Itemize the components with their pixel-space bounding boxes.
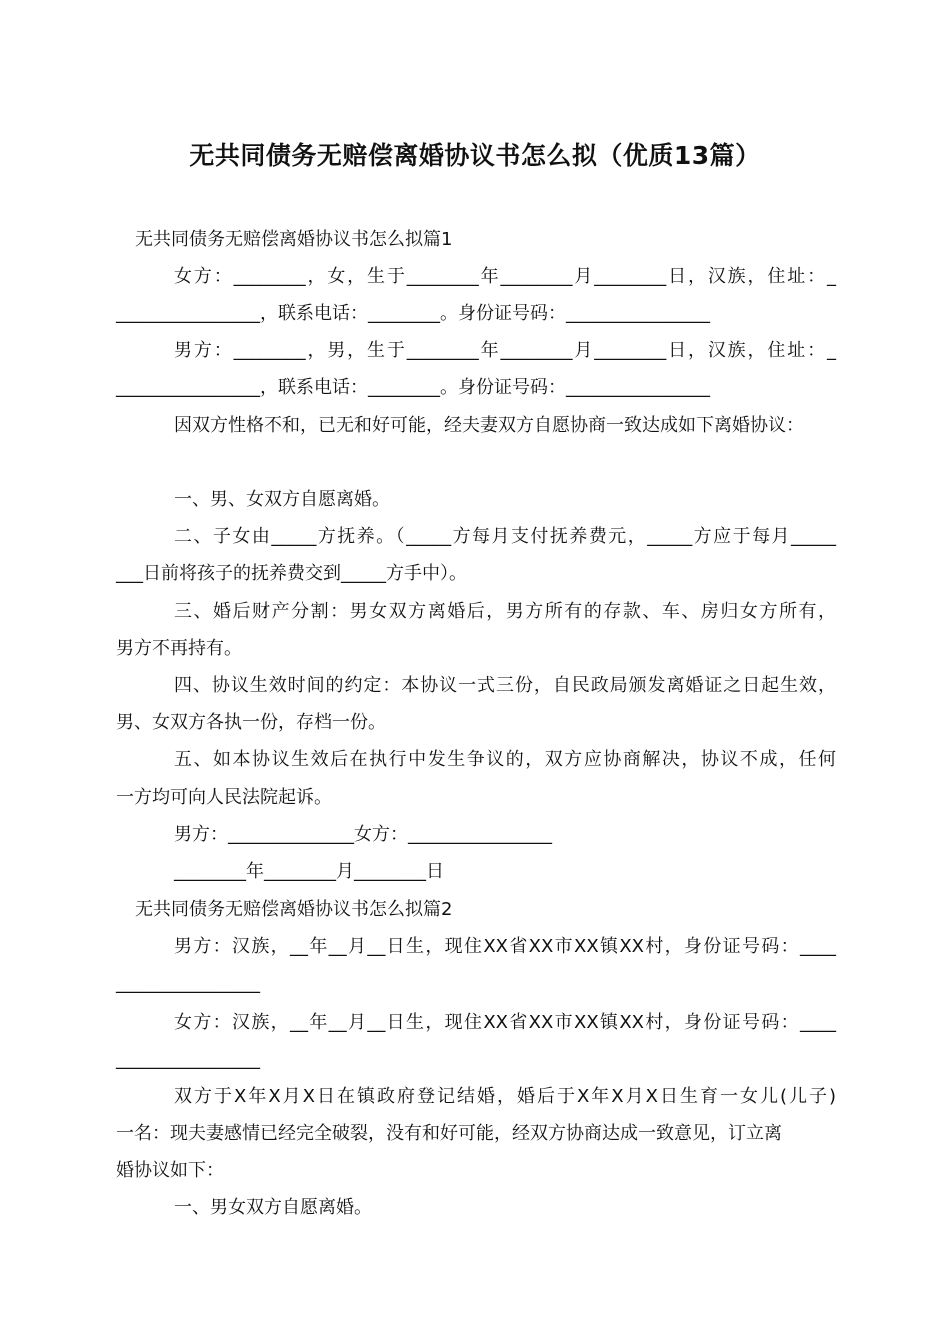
date-line: ________年________月________日 — [174, 861, 444, 882]
paragraph-line: ___日前将孩子的抚养费交到_____方手中）。 — [116, 563, 467, 584]
paragraph-line: 男、女双方各执一份，存档一份。 — [116, 712, 386, 733]
paragraph-line: 一、男、女双方自愿离婚。 — [174, 489, 390, 510]
document-title: 无共同债务无赔偿离婚协议书怎么拟（优质13篇） — [189, 141, 761, 170]
paragraph-line: 五、如本协议生效后在执行中发生争议的，双方应协商解决，协议不成，任何 — [174, 749, 836, 770]
paragraph-line: 一名：现夫妻感情已经完全破裂，没有和好可能，经双方协商达成一致意见，订立离 — [116, 1123, 782, 1144]
paragraph-line: 四、协议生效时间的约定：本协议一式三份，自民政局颁发离婚证之日起生效， — [174, 675, 836, 696]
paragraph-line: 男方：________，男，生于________年________月________日，汉族，住址：_ — [174, 340, 836, 361]
section-heading-2: 无共同债务无赔偿离婚协议书怎么拟篇2 — [135, 899, 453, 920]
paragraph-line: ________________ — [116, 973, 260, 994]
paragraph-line: 婚协议如下： — [116, 1160, 224, 1181]
paragraph-line: 男方：汉族，__年__月__日生，现住XX省XX市XX镇XX村，身份证号码：____ — [174, 936, 836, 957]
paragraph-line: 女方：汉族，__年__月__日生，现住XX省XX市XX镇XX村，身份证号码：____ — [174, 1012, 836, 1033]
paragraph-line: ________________，联系电话：________。身份证号码：________________ — [116, 303, 710, 324]
paragraph-line: ________________ — [116, 1049, 260, 1070]
paragraph-line: 双方于X年X月X日在镇政府登记结婚，婚后于X年X月X日生育一女儿(儿子) — [174, 1086, 836, 1107]
paragraph-line: ________________，联系电话：________。身份证号码：________________ — [116, 377, 710, 398]
paragraph-line: 一方均可向人民法院起诉。 — [116, 787, 332, 808]
paragraph-line: 二、子女由_____方抚养。（_____方每月支付抚养费元，_____方应于每月_____ — [174, 526, 836, 547]
paragraph-line: 男方不再持有。 — [116, 638, 242, 659]
signature-line: 男方：______________女方：________________ — [174, 824, 552, 845]
section-heading-1: 无共同债务无赔偿离婚协议书怎么拟篇1 — [135, 229, 453, 250]
paragraph-line: 女方：________，女，生于________年________月________日，汉族，住址：_ — [174, 266, 836, 287]
paragraph-line: 三、婚后财产分割：男女双方离婚后，男方所有的存款、车、房归女方所有， — [174, 601, 836, 622]
paragraph-line: 因双方性格不和，已无和好可能，经夫妻双方自愿协商一致达成如下离婚协议： — [174, 415, 804, 436]
paragraph-line: 一、男女双方自愿离婚。 — [174, 1197, 372, 1218]
